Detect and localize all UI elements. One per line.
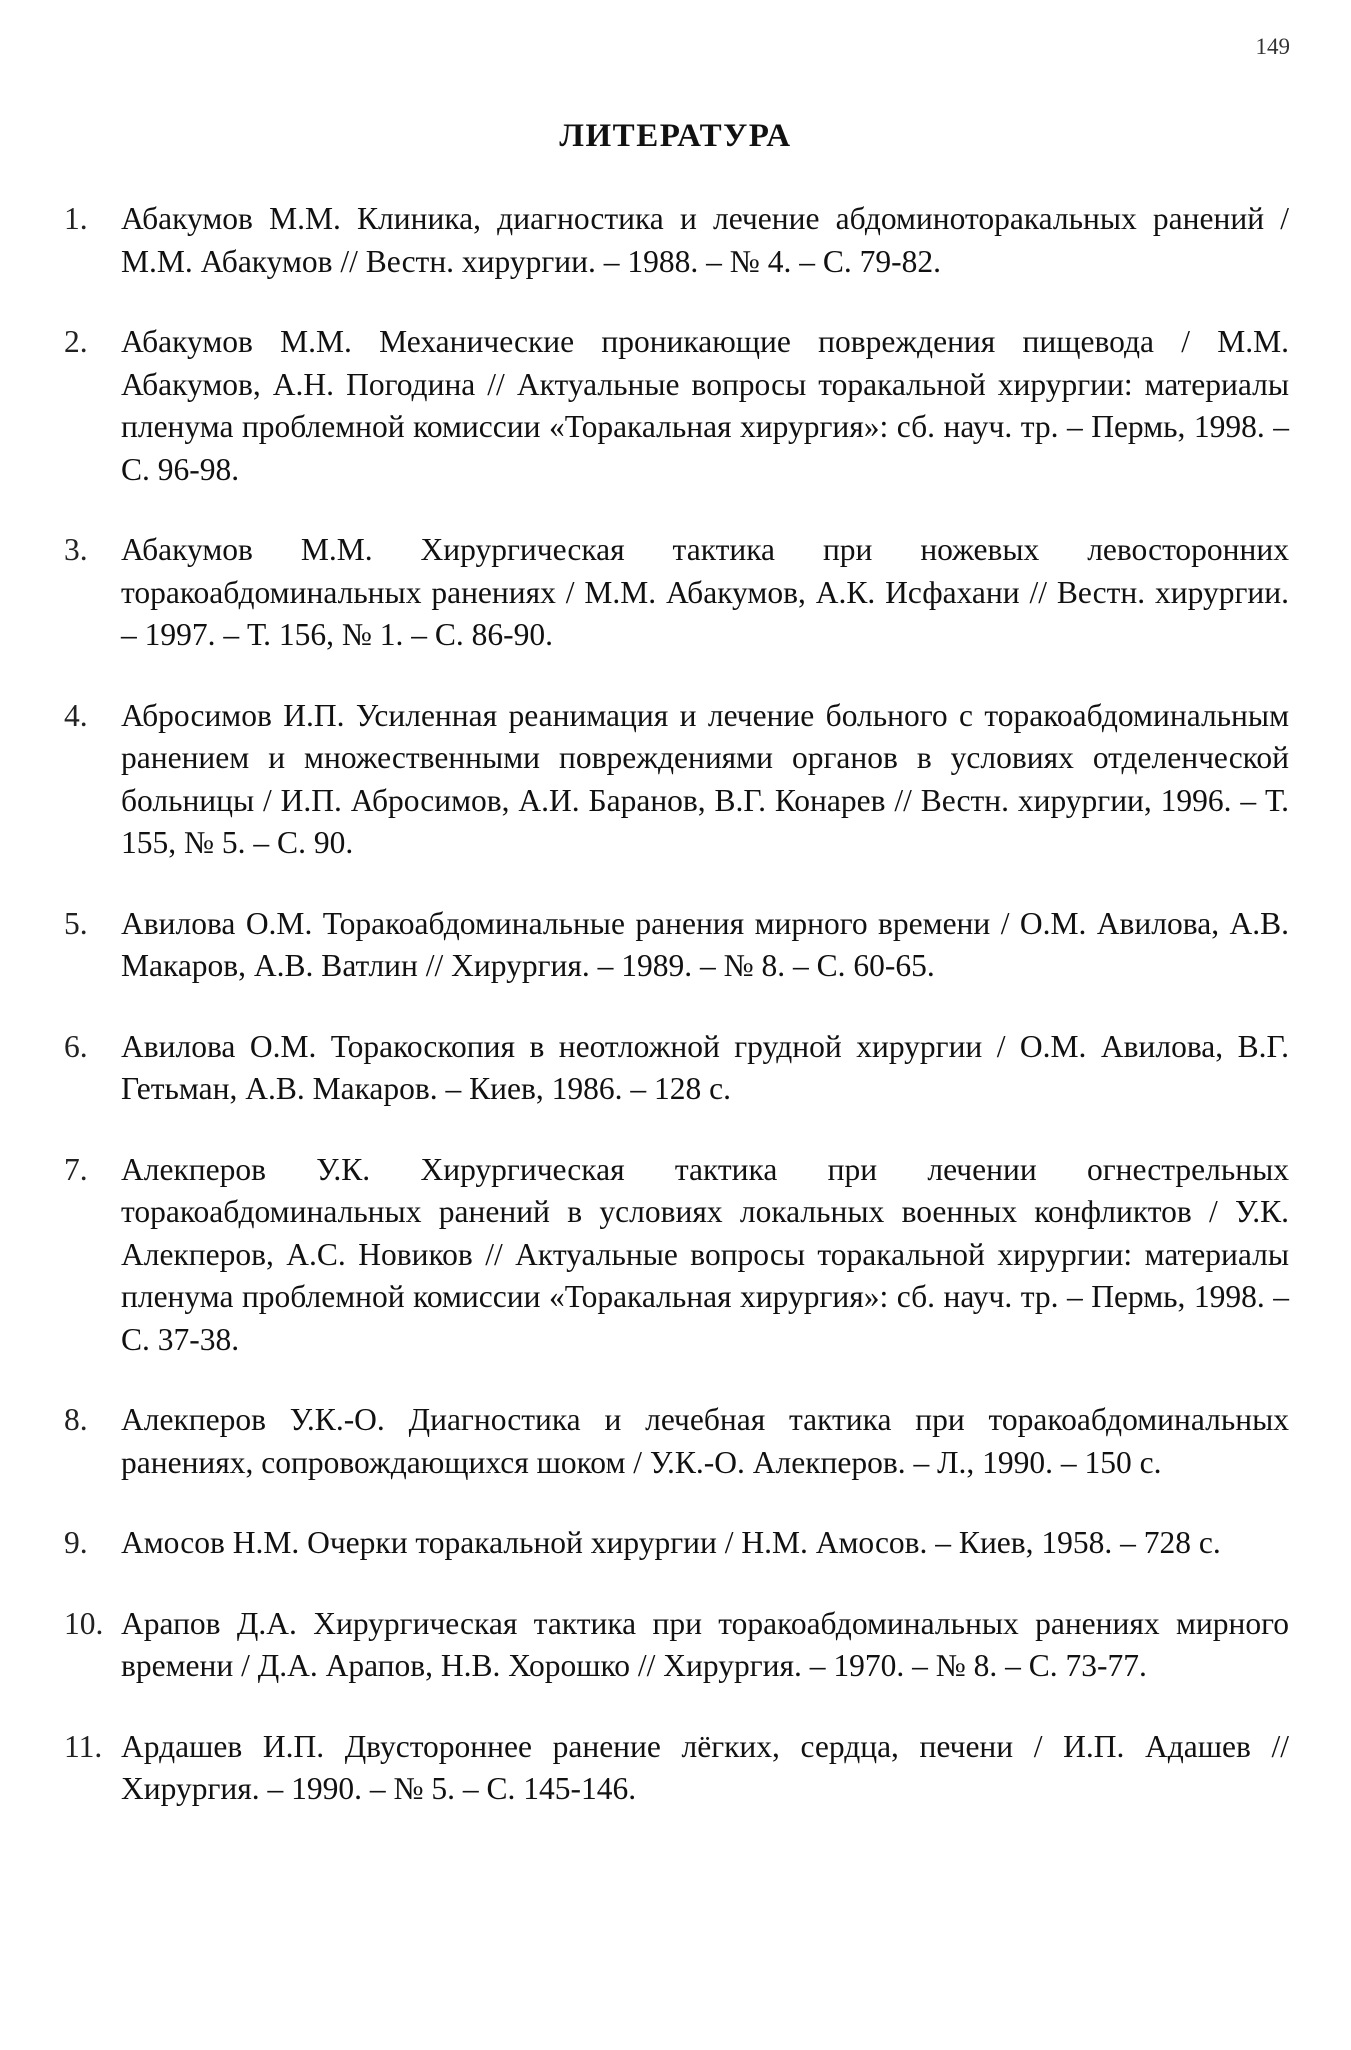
- reference-number: 1.: [64, 201, 88, 236]
- reference-item: [64, 1026, 1289, 1111]
- reference-item: [64, 903, 1289, 988]
- reference-text: Абакумов М.М. Хирургическая тактика при ножевых левосторонних торакоабдоминальных ранениях / М.М. Абакумов, А.К. Исфахани // Вестн. хирургии. – 1997. – Т. 156, № 1. – С. 86-90.: [121, 532, 1289, 652]
- reference-text: Авилова О.М. Торакоабдоминальные ранения мирного времени / О.М. Авилова, А.В. Макаров, А.В. Ватлин // Хирургия. – 1989. – № 8. – С. 60-65.: [121, 905, 1289, 983]
- reference-item: [64, 1149, 1289, 1362]
- reference-item: [64, 695, 1289, 865]
- reference-text: Абакумов М.М. Механические проникающие повреждения пищевода / М.М. Абакумов, А.Н. Погодина // Актуальные вопросы торакальной хирургии: материалы пленума проблемной комиссии «Торакальная хирургия»: сб. науч. тр. – Пермь, 1998. – С. 96-98.: [121, 324, 1289, 487]
- reference-item: [64, 198, 1289, 283]
- reference-item: [64, 1603, 1289, 1688]
- reference-number: 9.: [64, 1525, 88, 1560]
- reference-number: 2.: [64, 324, 88, 359]
- reference-number: 5.: [64, 905, 88, 941]
- reference-item: [64, 321, 1289, 491]
- reference-text: Авилова О.М. Торакоскопия в неотложной грудной хирургии / О.М. Авилова, В.Г. Гетьман, А.В. Макаров. – Киев, 1986. – 128 с.: [121, 1028, 1289, 1106]
- reference-item: [64, 1522, 1289, 1565]
- reference-list: [64, 198, 1289, 1849]
- reference-number: 11.: [64, 1728, 103, 1764]
- reference-item: [64, 1726, 1289, 1811]
- reference-item: [64, 1399, 1289, 1484]
- reference-text: Арапов Д.А. Хирургическая тактика при торакоабдоминальных ранениях мирного времени / Д.А. Арапов, Н.В. Хорошко // Хирургия. – 1970. – № 8. – С. 73-77.: [121, 1605, 1289, 1683]
- reference-text: Амосов Н.М. Очерки торакальной хирургии / Н.М. Амосов. – Киев, 1958. – 728 с.: [121, 1525, 1221, 1560]
- reference-text: Абакумов М.М. Клиника, диагностика и лечение абдоминоторакальных ранений / М.М. Абакумов // Вестн. хирургии. – 1988. – № 4. – С. 79-82.: [121, 201, 1289, 279]
- page-number: 149: [1255, 34, 1290, 59]
- reference-number: 7.: [64, 1151, 88, 1187]
- reference-number: 8.: [64, 1402, 88, 1437]
- reference-number: 10.: [64, 1605, 104, 1641]
- reference-number: 6.: [64, 1028, 88, 1064]
- page-title: ЛИТЕРАТУРА: [559, 118, 792, 154]
- reference-number: 4.: [64, 697, 88, 733]
- reference-number: 3.: [64, 532, 88, 567]
- reference-text: Абросимов И.П. Усиленная реанимация и лечение больного с торакоабдоминальным ранением и множественными повреждениями органов в условиях отделенческой больницы / И.П. Абросимов, А.И. Баранов, В.Г. Конарев // Вестн. хирургии, 1996. – Т. 155, № 5. – С. 90.: [121, 697, 1289, 860]
- reference-text: Алекперов У.К.-О. Диагностика и лечебная тактика при торакоабдоминальных ранениях, сопровождающихся шоком / У.К.-О. Алекперов. – Л., 1990. – 150 с.: [121, 1402, 1289, 1480]
- reference-item: [64, 529, 1289, 657]
- reference-text: Ардашев И.П. Двустороннее ранение лёгких, сердца, печени / И.П. Адашев // Хирургия. – 1990. – № 5. – С. 145-146.: [121, 1728, 1289, 1806]
- reference-text: Алекперов У.К. Хирургическая тактика при лечении огнестрельных торакоабдоминальных ранений в условиях локальных военных конфликтов / У.К. Алекперов, А.С. Новиков // Актуальные вопросы торакальной хирургии: материалы пленума проблемной комиссии «Торакальная хирургия»: сб. науч. тр. – Пермь, 1998. – С. 37-38.: [121, 1151, 1289, 1357]
